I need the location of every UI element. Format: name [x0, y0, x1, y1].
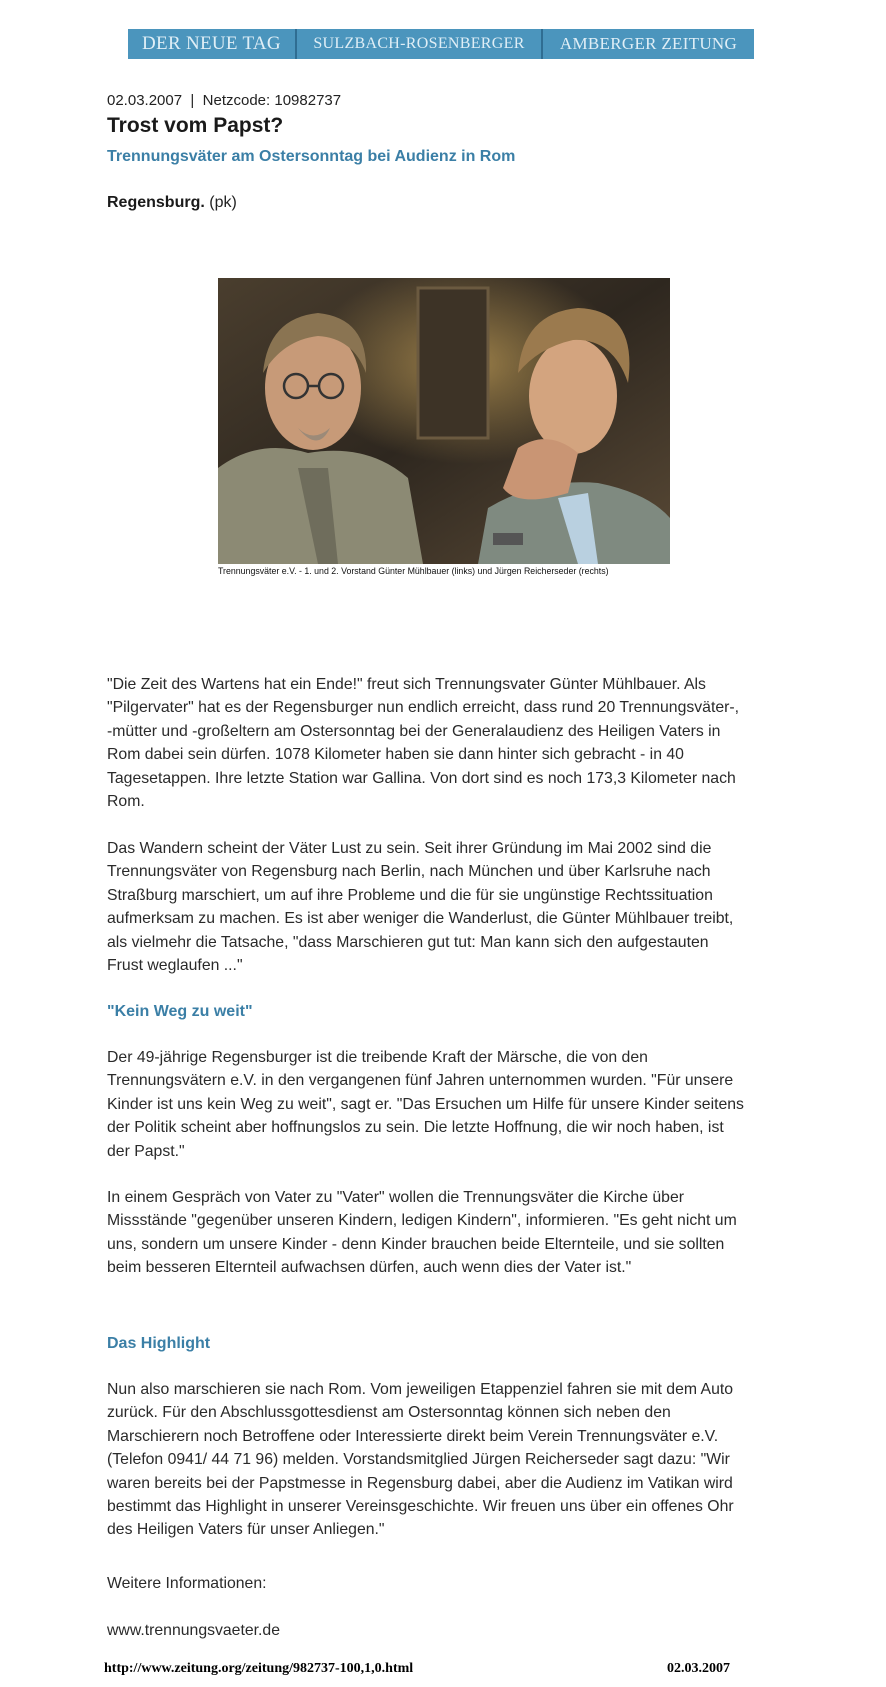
article-photo	[218, 278, 670, 564]
article-date: 02.03.2007	[107, 92, 183, 109]
newspaper-banner	[128, 29, 754, 59]
paragraph-1: "Die Zeit des Wartens hat ein Ende!" freut sich Trennungsvater Günter Mühlbauer. Als "Pilgervater" hat es der Regensburger nun endlich erreicht, dass rund 20 Trennungsväter-, -mütter und -großeltern am Ostersonntag bei der Generalaudienz des Heiligen Vaters in Rom dabei sein dürfen. 1078 Kilometer haben sie dann hinter sich gebracht - in 40 Tagesetappen. Ihre letzte Station war Gallina. Von dort sind es noch 173,3 Kilometer nach Rom.	[107, 676, 740, 811]
article-title: Trost vom Papst?	[107, 114, 284, 137]
footer-url[interactable]: http://www.zeitung.org/zeitung/982737-100,1,0.html	[104, 1661, 414, 1676]
subhead-highlight: Das Highlight	[107, 1335, 211, 1352]
subhead-kein-weg: "Kein Weg zu weit"	[107, 1003, 253, 1020]
paragraph-2: Das Wandern scheint der Väter Lust zu sein. Seit ihrer Gründung im Mai 2002 sind die Trennungsväter von Regensburg nach Berlin, nach München und über Karlsruhe nach Straßburg marschiert, um auf ihre Probleme und die für sie ungünstige Rechtssituation aufmerksam zu machen. Es ist aber weniger die Wanderlust, die Günter Mühlbauer treibt, als vielmehr die Tatsache, "dass Marschieren gut tut: Man kann sich den aufgestauten Frust weglaufen ..."	[107, 840, 734, 975]
paragraph-4: In einem Gespräch von Vater zu "Vater" wollen die Trennungsväter die Kirche über Missstände "gegenüber unseren Kindern, ledigen Kindern", informieren. "Es geht nicht um uns, sondern um unsere Kinder - denn Kinder brauchen beide Elternteile, und sie sollten beim besseren Elternteil aufwachsen dürfen, auch wenn dies der Vater ist."	[107, 1189, 737, 1277]
place-name: Regensburg.	[107, 194, 205, 211]
footer-date: 02.03.2007	[667, 1661, 730, 1676]
article-subtitle: Trennungsväter am Ostersonntag bei Audienz in Rom	[107, 148, 516, 165]
paragraph-5: Nun also marschieren sie nach Rom. Vom jeweiligen Etappenziel fahren sie mit dem Auto zurück. Für den Abschlussgottesdienst am Ostersonntag können sich neben den Marschierern noch Betroffene oder Interessierte direkt beim Verein Trennungsväter e.V. (Telefon 0941/ 44 71 96) melden. Vorstandsmitglied Jürgen Reicherseder sagt dazu: "Wir waren bereits bei der Papstmesse in Regensburg dabei, aber die Audienz im Vatikan wird bestimmt das Highlight in unserer Vereinsgeschichte. Wir freuen uns über ein offenes Ohr des Heiligen Vaters für unser Anliegen."	[107, 1381, 734, 1539]
banner-der-neue-tag[interactable]: DER NEUE TAG	[142, 33, 281, 54]
banner-sulzbach-rosenberger[interactable]: SULZBACH-ROSENBERGER	[295, 29, 541, 59]
author-tag: (pk)	[209, 194, 237, 211]
dateline-place	[107, 194, 237, 212]
dateline: 02.03.2007 | Netzcode: 10982737	[107, 92, 342, 109]
netzcode: Netzcode: 10982737	[202, 92, 342, 109]
photo-caption: Trennungsväter e.V. - 1. und 2. Vorstand Günter Mühlbauer (links) und Jürgen Reicherseder (rechts)	[218, 566, 609, 576]
banner-amberger-zeitung[interactable]: AMBERGER ZEITUNG	[541, 29, 754, 59]
paragraph-3: Der 49-jährige Regensburger ist die treibende Kraft der Märsche, die von den Trennungsvätern e.V. in den vergangenen fünf Jahren unternommen wurden. "Für unsere Kinder ist uns kein Weg zu weit", sagt er. "Das Ersuchen um Hilfe für unsere Kinder seitens der Politik scheint aber hoffnungslos zu sein. Die letzte Hoffnung, die wir noch haben, ist der Papst."	[107, 1049, 744, 1160]
further-info-label: Weitere Informationen:	[107, 1575, 267, 1592]
website-link[interactable]: www.trennungsvaeter.de	[107, 1622, 280, 1639]
photo-illustration	[218, 278, 670, 564]
